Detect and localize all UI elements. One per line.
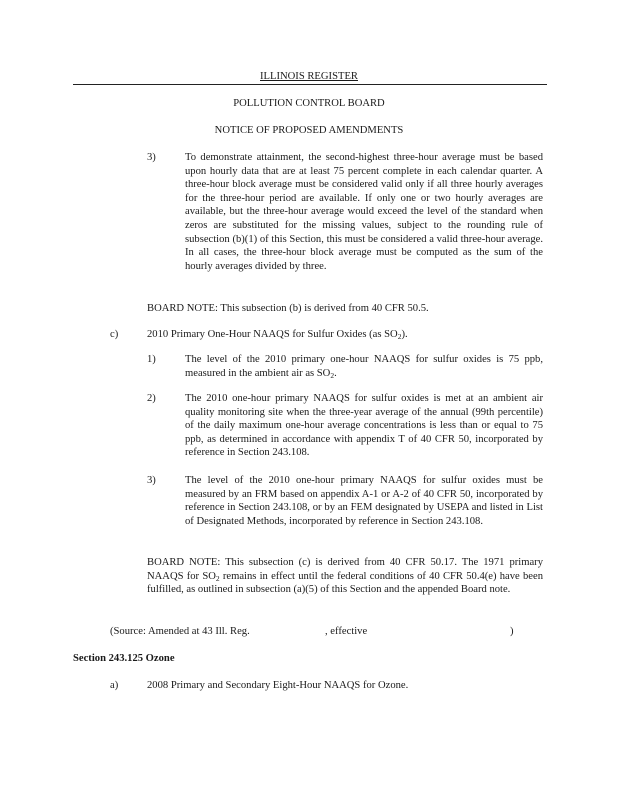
section-heading: Section 243.125 Ozone (73, 653, 175, 664)
source-effective: , effective (325, 626, 368, 637)
para-c3-text: The level of the 2010 one-hour primary NAAQS for sulfur oxides must be measured by an FRM based on appendix A-1 or A-2 of 40 CFR 50, incorporated by reference in Section 243.108, or by an FEM designated by USEPA and listed in List of Designated Methods, incorporated by reference in Section 243.108. (185, 475, 543, 527)
para-c1-text-post: . (334, 367, 337, 379)
sub-c-heading-sub: 2 (397, 332, 402, 341)
para-c2-text: The 2010 one-hour primary NAAQS for sulfur oxides is met at an ambient air quality monitoring site when the three-year average of the annual (99th percentile) of the daily maximum one-hour average concentrations is less than or equal to 75 ppb, as determined in accordance with appendix T of 40 CFR 50, incorporated by reference in Section 243.108. (185, 393, 543, 459)
header-rule (73, 84, 547, 85)
board-note-c-post: remains in effect until the federal conditions of 40 CFR 50.4(e) have been fulfilled, as outlined in subsection (a)(5) of this Section and the appended Board note. (147, 570, 543, 596)
para-c3-number: 3) (147, 475, 156, 486)
para-b3-text: To demonstrate attainment, the second-highest three-hour average must be based upon hourly data that are at least 75 percent complete in each calendar quarter. A three-hour block average must be considered valid only if all three hourly averages for the three-hour period are available. If only one or two hourly averages are available, but the three-hour average would exceed the level of the standard when zeros are substituted for the missing values, subject to the rounding rule of subsection (b)(1) of this Section, this must be considered a valid three-hour average. In all cases, the three-hour block average must be computed as the sum of the hourly averages divided by three. (185, 152, 543, 272)
para-b3-number: 3) (147, 152, 156, 163)
register-header (0, 70, 618, 84)
sub-c-heading-pre: 2010 Primary One-Hour NAAQS for Sulfur Oxides (as SO (147, 329, 398, 340)
board-note-c (147, 556, 543, 597)
register-title: ILLINOIS REGISTER (260, 71, 358, 82)
board-note-b: BOARD NOTE: This subsection (b) is derived from 40 CFR 50.5. (147, 303, 429, 314)
source-close: ) (510, 626, 514, 637)
source-note: (Source: Amended at 43 Ill. Reg. (110, 626, 250, 637)
para-c1-text (185, 353, 543, 380)
sub-c-number: c) (110, 329, 119, 340)
agency-title: POLLUTION CONTROL BOARD (233, 98, 385, 109)
board-note-c-sub: 2 (215, 573, 220, 583)
sub-c-heading (147, 328, 543, 342)
sub-a-heading: 2008 Primary and Secondary Eight-Hour NAAQS for Ozone. (147, 680, 409, 691)
notice-title: NOTICE OF PROPOSED AMENDMENTS (214, 125, 404, 136)
board-note-c-pre: BOARD NOTE: This subsection (c) is derived from 40 CFR 50.17. The 1971 primary NAAQS for SO (147, 557, 543, 582)
para-c1-text-sub: 2 (330, 370, 335, 380)
sub-a-number: a) (110, 680, 119, 691)
para-c1-number: 1) (147, 354, 156, 365)
para-c1-text-pre: The level of the 2010 primary one-hour NAAQS for sulfur oxides is 75 ppb, measured in the ambient air as SO (185, 354, 543, 379)
para-c2-number: 2) (147, 393, 156, 404)
sub-c-heading-post: ). (401, 329, 408, 340)
